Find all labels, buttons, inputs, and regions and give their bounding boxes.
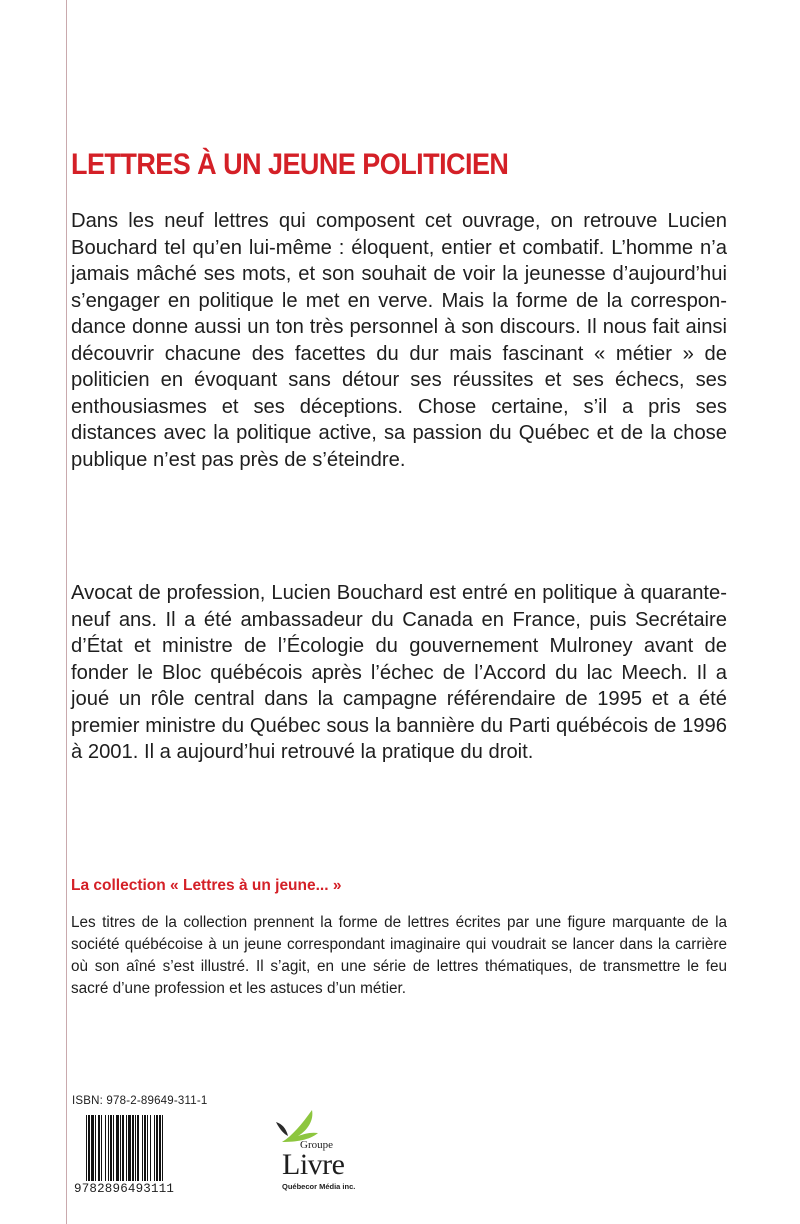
isbn-label: ISBN: 978-2-89649-311-1 [72,1095,208,1107]
barcode-bar [108,1115,109,1181]
book-title: LETTRES À UN JEUNE POLITICIEN [71,148,509,181]
barcode-bar [101,1115,102,1181]
barcode-bar [154,1115,155,1181]
barcode-bar [122,1115,124,1181]
barcode-bar [132,1115,134,1181]
barcode-bar [126,1115,127,1181]
barcode-bar [110,1115,112,1181]
barcode-bar [137,1115,139,1181]
summary-paragraph: Dans les neuf lettres qui composent cet ouvrage, on retrouve Lucien Bouchard tel qu’en lui-même : éloquent, entier et combatif. L’homme n’a jamais mâché ses mots, et son souhait de voir la jeunesse d’aujourd’hui s’engager en politique le met en verve. Mais la forme de la correspondance donne aussi un ton très personnel à son discours. Il nous fait ainsi découvrir chacune des facettes du dur mais fascinant « métier » de politicien en évoquant sans détour ses réussites et ses échecs, ses enthousiasmes et ses déceptions. Chose certaine, s’il a pris ses distances avec la politique active, sa passion du Québec et de la chose publique n’est pas près de s’éteindre. [71,210,727,471]
barcode [86,1115,196,1181]
barcode-bar [95,1115,96,1181]
collection-heading: La collection « Lettres à un jeune... » [71,877,342,894]
barcode-bar [159,1115,161,1181]
barcode-bar [135,1115,136,1181]
author-bio-paragraph: Avocat de profession, Lucien Bouchard est entré en politique à quarante-neuf ans. Il a été ambassadeur du Canada en France, puis Secrétaire d’État et ministre de l’Écologie du gouvernement Mulroney avant de fonder le Bloc québécois après l’échec de l’Accord du lac Meech. Il a joué un rôle central dans la campagne référendaire de 1995 et a été premier ministre du Québec sous la bannière du Parti québécois de 1996 à 2001. Il a aujourd’hui retrouvé la pratique du droit. [71,582,727,763]
logo-livre-text: Livre [282,1148,345,1181]
barcode-bar [156,1115,158,1181]
barcode-digits: 9782896493111 [74,1182,175,1196]
barcode-bar [150,1115,151,1181]
barcode-bar [88,1115,90,1181]
barcode-bar [91,1115,94,1181]
barcode-bar [105,1115,106,1181]
collection-description: Les titres de la collection prennent la forme de lettres écrites par une figure marquante de la société québécoise à un jeune correspondant imaginaire qui voudrait se lancer dans la carrière où son aîné s’est illustré. Il s’agit, en une série de lettres thématiques, de transmettre le feu sacré d’une profession et les astuces d’un métier. [71,914,727,997]
barcode-bar [144,1115,146,1181]
barcode-bar [162,1115,163,1181]
logo-subtitle: Québecor Média inc. [282,1182,356,1191]
barcode-bar [142,1115,143,1181]
barcode-bar [98,1115,100,1181]
barcode-bar [113,1115,114,1181]
barcode-bar [147,1115,148,1181]
page-edge-rule [66,0,67,1224]
barcode-bar [128,1115,131,1181]
publisher-logo [262,1106,372,1196]
barcode-bar [86,1115,87,1181]
barcode-bar [116,1115,119,1181]
logo-groupe-text: Groupe [300,1139,333,1151]
barcode-bar [120,1115,121,1181]
